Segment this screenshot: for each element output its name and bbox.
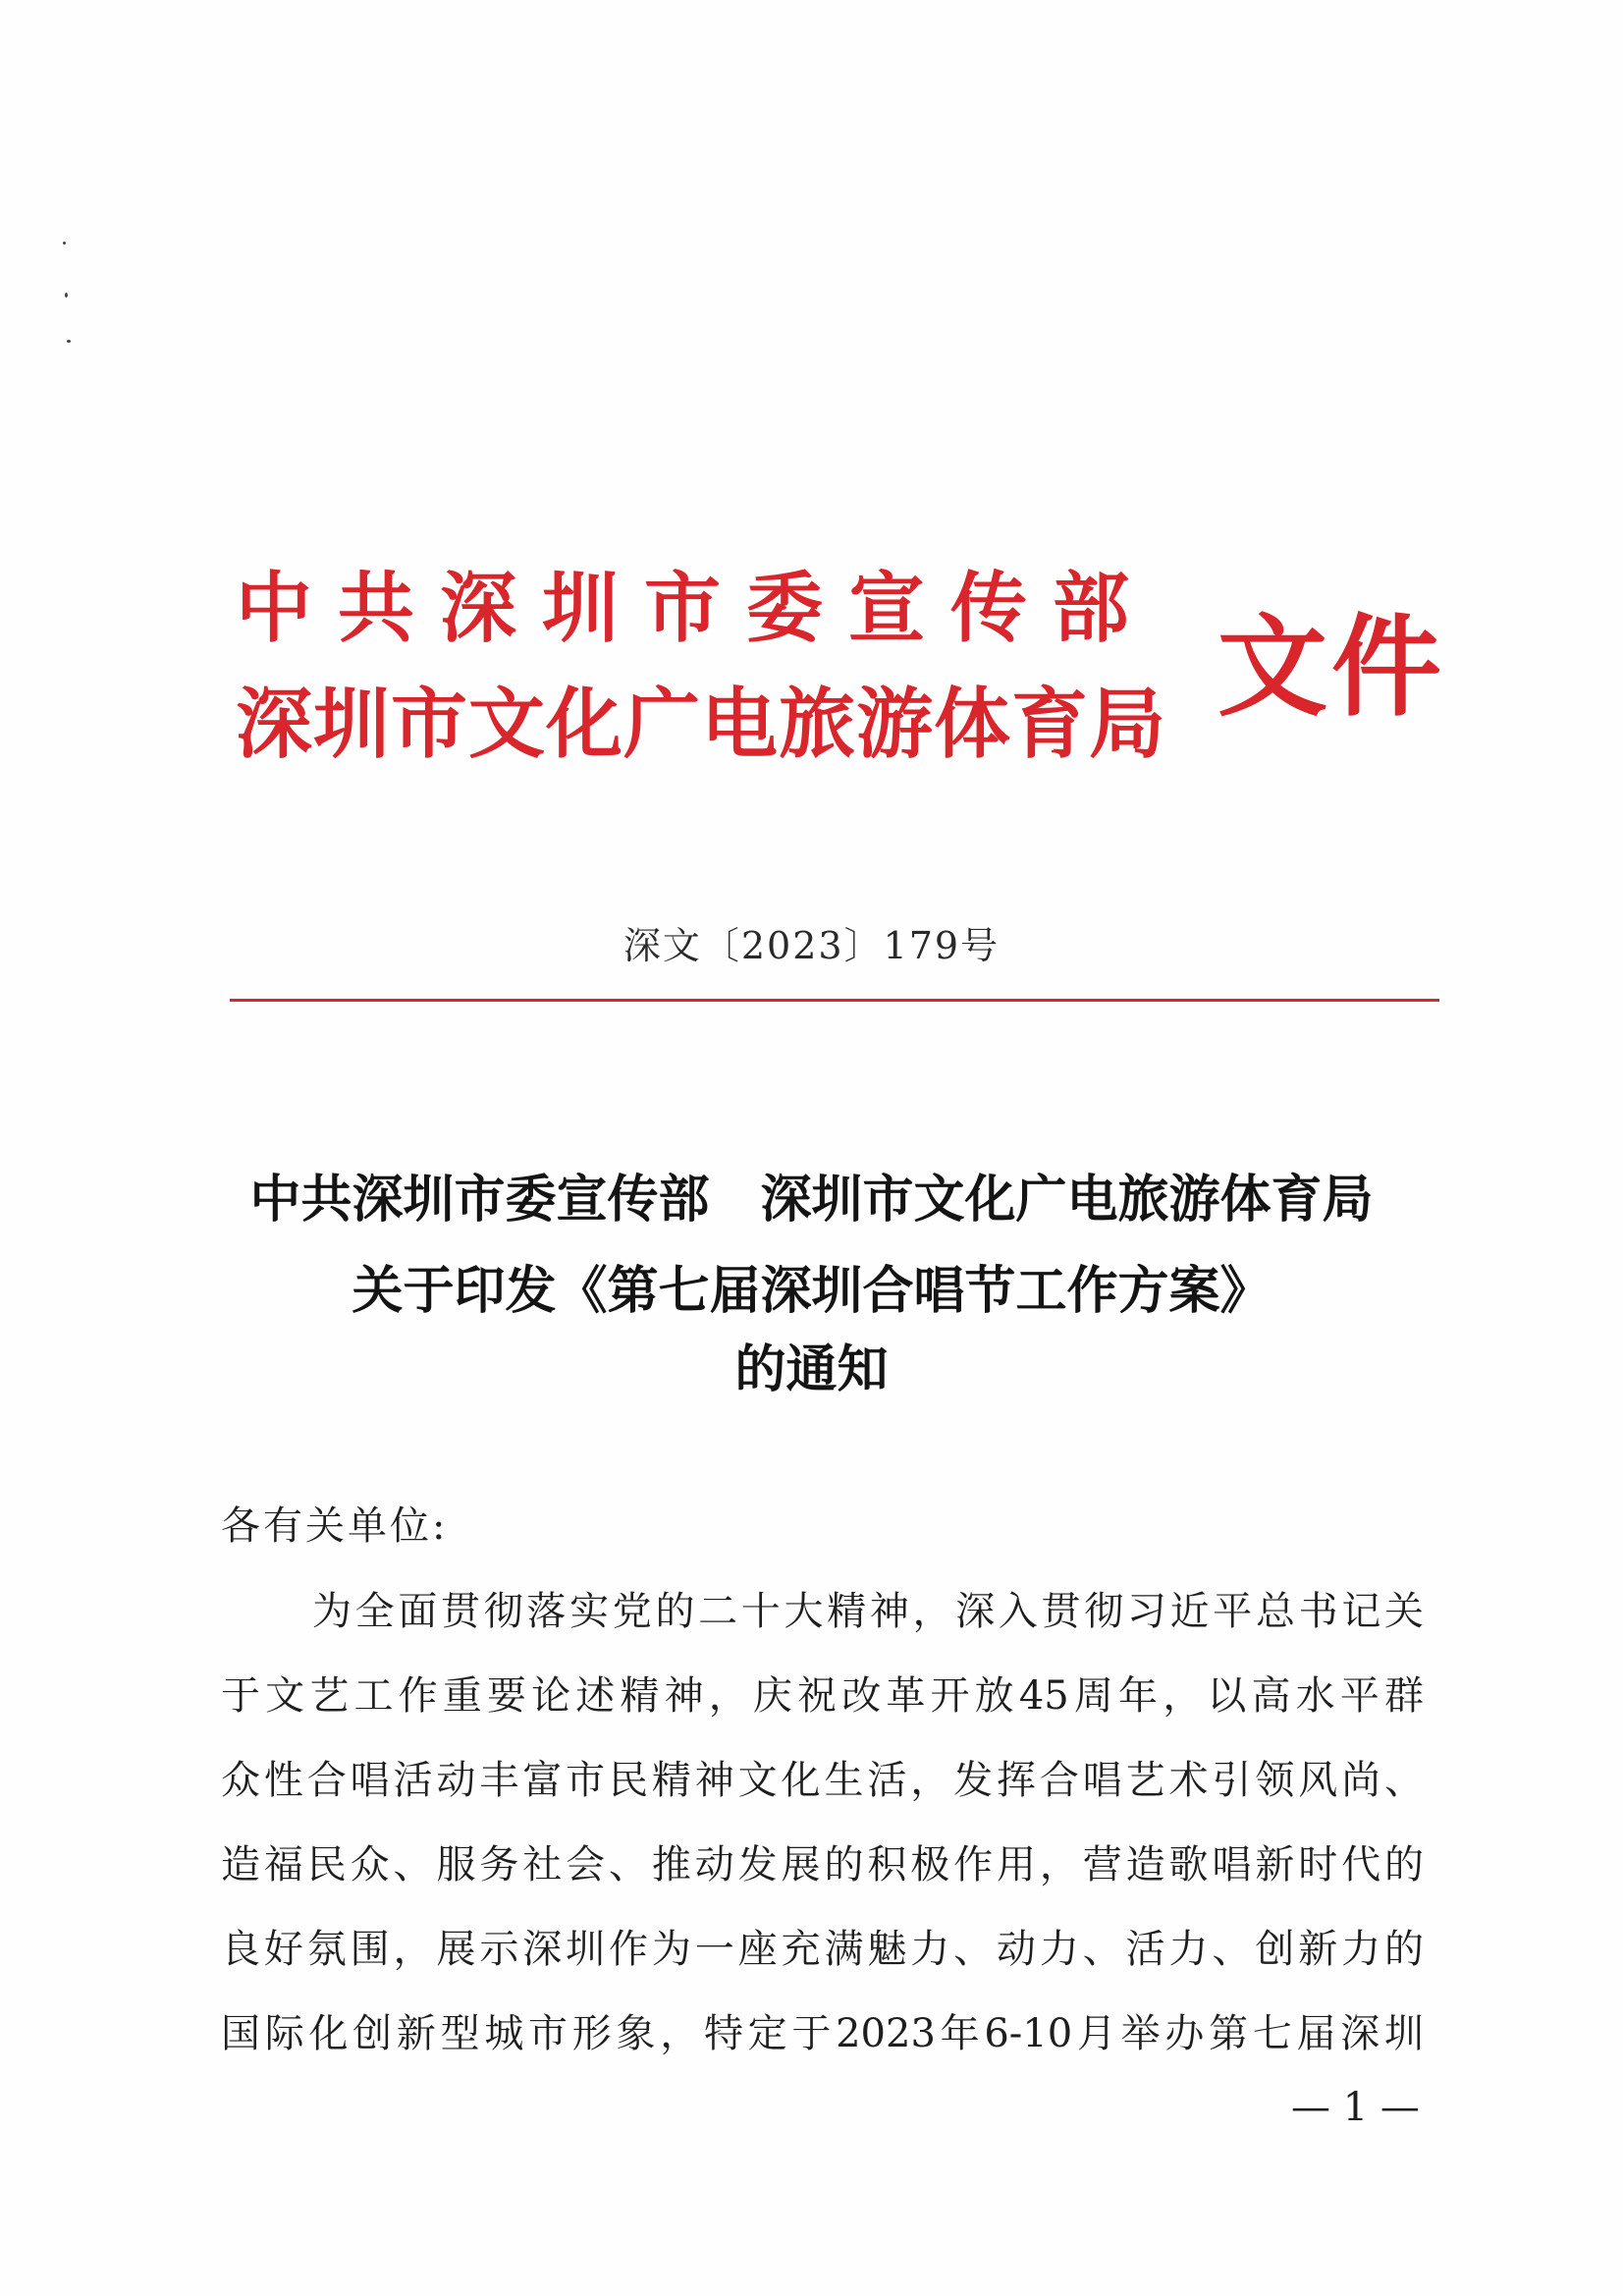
body-line: 众性合唱活动丰富市民精神文化生活，发挥合唱艺术引领风尚、 [221,1758,1424,1803]
issuer-name-line-2: 深圳市文化广电旅游体育局 [236,681,1167,769]
body-line: 良好氛围，展示深圳作为一座充满魅力、动力、活力、创新力的 [221,1927,1424,1972]
notice-title-line-1: 中共深圳市委宣传部 深圳市文化广电旅游体育局 [249,1171,1374,1230]
page-number: — 1 — [1291,2085,1420,2130]
notice-title-line-3: 的通知 [734,1340,889,1399]
body-line: 为全面贯彻落实党的二十大精神，深入贯彻习近平总书记关 [312,1589,1424,1634]
body-line: 造福民众、服务社会、推动发展的积极作用，营造歌唱新时代的 [221,1842,1424,1887]
salutation: 各有关单位: [221,1503,449,1549]
scan-speck [67,340,71,343]
issuer-name-line-1: 中共深圳市委宣传部 [236,565,1156,653]
scan-speck [63,242,66,245]
body-line: 国际化创新型城市形象，特定于2023年6-10月举办第七届深圳 [221,2011,1424,2056]
scan-speck [65,293,68,298]
body-line: 于文艺工作重要论述精神，庆祝改革开放45周年，以高水平群 [221,1673,1424,1719]
notice-title-line-2: 关于印发《第七届深圳合唱节工作方案》 [352,1262,1271,1321]
red-divider [230,999,1439,1002]
document-number: 深文〔2023〕179号 [622,924,1001,967]
document-label: 文件 [1217,604,1445,732]
